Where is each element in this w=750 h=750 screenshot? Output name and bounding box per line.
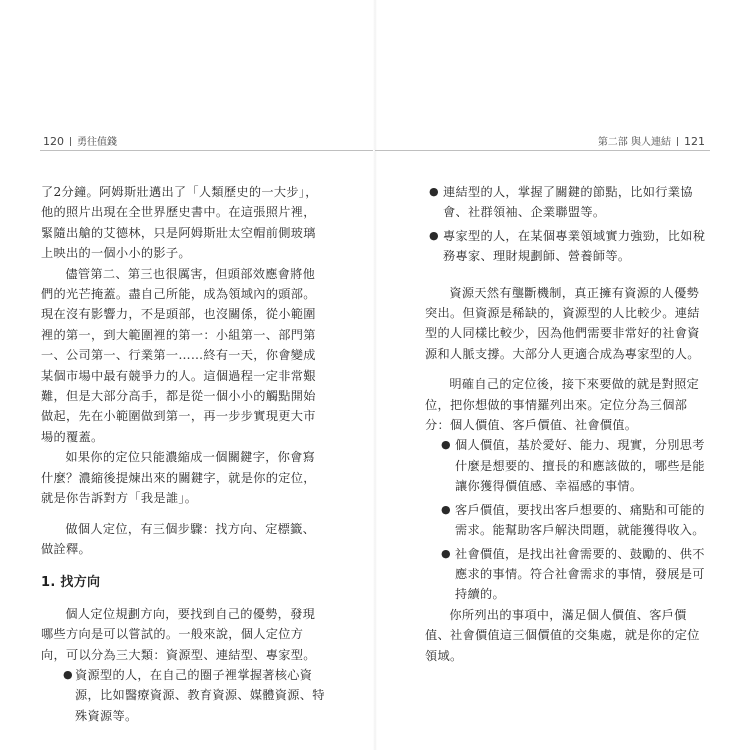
- list-item: [425, 544, 707, 605]
- paragraph: 如果你的定位只能濃縮成一個關鍵字，你會寫什麼？濃縮後提煉出來的關鍵字，就是你的定位，就是你告訴對方「我是誰」。: [41, 450, 316, 506]
- bullet-dot-icon: ●: [441, 502, 451, 516]
- left-body-text: [41, 182, 326, 726]
- right-body-text: [425, 182, 707, 666]
- list-item: [425, 226, 707, 267]
- left-running-title: 勇往值錢: [77, 137, 117, 148]
- list-item-text: 客戶價值，要找出客戶想要的、痛點和可能的需求。能幫助客戶解決問題，就能獲得收入。: [455, 502, 705, 538]
- paragraph: 做個人定位，有三個步驟：找方向、定標籤、做詮釋。: [41, 521, 316, 556]
- header-separator: [70, 137, 71, 146]
- paragraph: 你所列出的事項中，滿足個人價值、客戶價值、社會價值這三個價值的交集處，就是你的定位領域。: [425, 607, 700, 663]
- right-header-rule: [375, 150, 710, 151]
- list-item: [425, 182, 707, 223]
- paragraph: 資源天然有壟斷機制，真正擁有資源的人優勢突出。但資源是稀缺的，資源型的人比較少。連結型的人同樣比較少，因為他們需要非常好的社會資源和人脈支撐。大部分人更適合成為專家型的人。: [425, 285, 700, 361]
- bullet-dot-icon: ●: [441, 546, 451, 560]
- left-header-rule: [40, 150, 375, 151]
- left-page-number: 120: [43, 135, 64, 148]
- bullet-dot-icon: ●: [63, 667, 73, 681]
- header-separator: [677, 137, 678, 146]
- bullet-dot-icon: ●: [441, 438, 451, 452]
- list-item-text: 連結型的人，掌握了關鍵的節點，比如行業協會、社群領袖、企業聯盟等。: [443, 185, 693, 220]
- left-running-header: [43, 133, 117, 148]
- paragraph: 個人定位規劃方向，要找到自己的優勢，發現哪些方向是可以嘗試的。一般來說，個人定位方向，可以分為三大類：資源型、連結型、專家型。: [41, 606, 316, 662]
- right-page: [375, 0, 750, 750]
- type-bullet-list: [425, 182, 707, 267]
- list-item-text: 專家型的人，在某個專業領域實力強勁，比如稅務專家、理財規劃師、營養師等。: [443, 228, 706, 264]
- section-heading: 1. 找方向: [41, 575, 101, 591]
- right-running-header: [598, 133, 705, 148]
- list-item-text: 資源型的人，在自己的圈子裡掌握著核心資源，比如醫療資源、教育資源、媒體資源、特殊資源等。: [75, 667, 325, 723]
- bullet-dot-icon: ●: [429, 228, 439, 242]
- part-label: 第二部: [597, 137, 628, 148]
- list-item: [425, 500, 707, 541]
- bullet-dot-icon: ●: [429, 185, 439, 198]
- resource-bullet-list: [41, 665, 326, 726]
- value-bullet-list: [425, 435, 707, 604]
- paragraph: 儘管第二、第三也很厲害，但頭部效應會將他們的光芒掩蓋。盡自己所能，成為領域內的頭部。現在沒有影響力，不是頭部，也沒關係，從小範圍裡的第一，到大範圍裡的第一：小組第一、部門第一、公司第一、行業第一……終有一天，你會變成某個市場中最有競爭力的人。這個過程一定非常艱難，但是大部分高手，都是從一個小小的觸點開始做起，先在小範圍做到第一，再一步步實現更大市場的覆蓋。: [41, 266, 316, 444]
- paragraph: 了2分鐘。阿姆斯壯邁出了「人類歷史的一大步」，他的照片出現在全世界歷史書中。在這張照片裡，緊隨出艙的艾德林，只是阿姆斯壯太空帽前側玻璃上映出的一個小小的影子。: [41, 185, 318, 261]
- paragraph: 明確自己的定位後，接下來要做的就是對照定位，把你想做的事情羅列出來。定位分為三個部分：個人價值、客戶價值、社會價值。: [425, 377, 700, 433]
- part-title: 與人連結: [631, 137, 671, 148]
- list-item: [425, 435, 707, 496]
- list-item-text: 社會價值，是找出社會需要的、鼓勵的、供不應求的事情。符合社會需求的事情，發展是可持續的。: [455, 546, 705, 602]
- list-item: [41, 665, 326, 726]
- right-page-number: 121: [684, 135, 705, 148]
- list-item-text: 個人價值，基於愛好、能力、現實，分別思考什麼是想要的、擅長的和應該做的，哪些是能讓你獲得價值感、幸福感的事情。: [455, 438, 705, 494]
